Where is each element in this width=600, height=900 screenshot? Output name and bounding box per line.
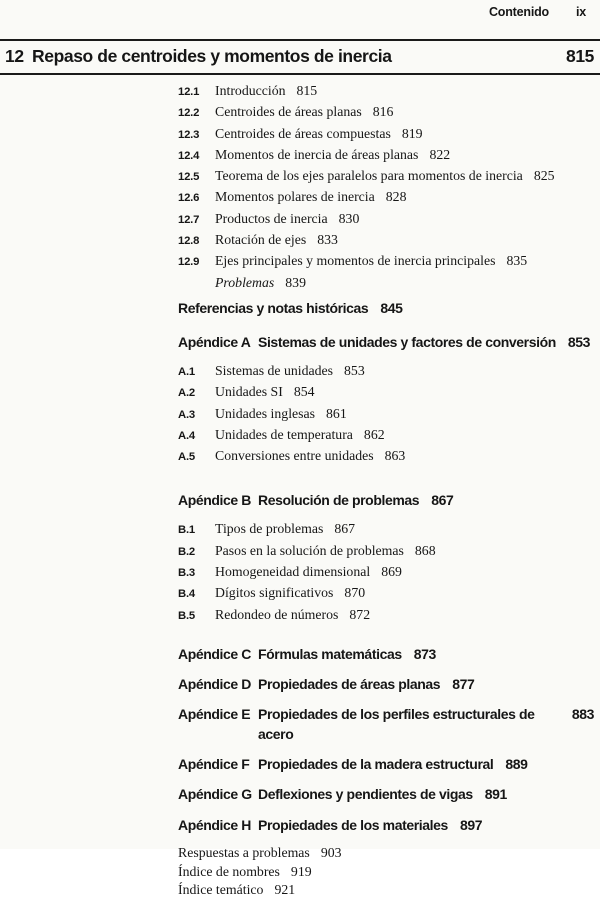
toc-entry xyxy=(178,382,594,403)
appendix-g-title: Deflexiones y pendientes de vigas xyxy=(258,785,473,802)
toc-entry xyxy=(178,562,594,583)
section-title: Centroides de áreas compuestas xyxy=(215,125,391,141)
toc-entry xyxy=(178,81,594,102)
appendix-e-heading xyxy=(178,704,594,744)
section-page-number: 833 xyxy=(317,232,338,248)
toc-entry xyxy=(178,187,594,208)
section-title: Unidades de temperatura xyxy=(215,426,353,442)
toc-entry xyxy=(178,519,594,540)
toc-entry xyxy=(178,425,594,446)
section-page-number: 828 xyxy=(385,189,407,205)
section-title: Momentos polares de inercia xyxy=(215,189,375,205)
section-title: Sistemas de unidades xyxy=(215,362,334,378)
section-page-number: 867 xyxy=(334,521,356,537)
section-number: 12.7 xyxy=(178,213,200,226)
section-number: A.3 xyxy=(178,408,195,421)
toc-content xyxy=(178,81,594,900)
toc-entry xyxy=(178,230,594,251)
problems-page-number: 839 xyxy=(285,274,306,290)
appendix-d-title: Propiedades de áreas planas xyxy=(258,675,441,692)
back-matter-entry xyxy=(178,881,594,900)
section-number: A.2 xyxy=(178,387,195,400)
section-number: 12.6 xyxy=(178,192,200,205)
section-title: Momentos de inercia de áreas planas xyxy=(215,146,419,162)
toc-entry xyxy=(178,251,594,272)
appendix-c-title: Fórmulas matemáticas xyxy=(258,645,402,662)
toc-entry-problems xyxy=(178,273,594,292)
section-title: Pasos en la solución de problemas xyxy=(215,542,404,558)
section-number: B.1 xyxy=(178,524,195,537)
appendix-g-heading xyxy=(178,784,594,804)
appendix-f-heading xyxy=(178,754,594,774)
section-page-number: 819 xyxy=(401,125,423,141)
section-number: 12.2 xyxy=(178,107,200,120)
section-number: B.5 xyxy=(178,609,195,622)
section-title: Productos de inercia xyxy=(215,210,328,226)
back-matter-page-number: 919 xyxy=(290,863,312,879)
section-title: Unidades SI xyxy=(215,384,283,400)
chapter-page-number: 815 xyxy=(566,46,594,66)
section-page-number: 830 xyxy=(338,210,360,226)
section-number: 12.8 xyxy=(178,235,200,248)
toc-entry xyxy=(178,209,594,230)
section-page-number: 825 xyxy=(533,168,555,184)
appendix-e-page-number: 883 xyxy=(571,705,594,722)
section-title: Unidades inglesas xyxy=(215,405,316,421)
chapter-heading xyxy=(0,39,600,75)
appendix-d-label: Apéndice D xyxy=(178,675,252,692)
section-page-number: 868 xyxy=(414,542,436,558)
back-matter-title: Respuestas a problemas xyxy=(178,844,310,860)
appendix-a-heading xyxy=(178,332,594,352)
appendix-b-title: Resolución de problemas xyxy=(258,492,420,509)
appendix-a-section-list xyxy=(178,361,594,467)
back-matter-page-number: 921 xyxy=(274,882,296,898)
appendix-b-section-list xyxy=(178,519,594,625)
appendix-b-page-number: 867 xyxy=(431,492,454,509)
section-page-number: 863 xyxy=(384,448,406,464)
running-header-title: Contenido xyxy=(488,5,549,19)
appendix-c-page-number: 873 xyxy=(413,645,436,662)
chapter-title: Repaso de centroides y momentos de inercia xyxy=(32,46,392,66)
section-number: B.4 xyxy=(178,588,195,601)
running-header xyxy=(489,5,586,19)
section-number: B.2 xyxy=(178,545,195,558)
chapter-section-list xyxy=(178,81,594,292)
appendix-e-title: Propiedades de los perfiles estructurales de acero xyxy=(258,705,535,742)
section-page-number: 869 xyxy=(381,564,402,580)
appendix-c-heading xyxy=(178,644,594,664)
chapter-number: 12 xyxy=(5,46,24,66)
appendix-d-heading xyxy=(178,674,594,694)
toc-entry xyxy=(178,166,594,187)
section-number: A.4 xyxy=(178,429,195,442)
appendix-b-heading xyxy=(178,490,594,510)
problems-label: Problemas xyxy=(215,274,275,290)
references-heading xyxy=(178,298,594,318)
appendix-f-title: Propiedades de la madera estructural xyxy=(258,755,494,772)
references-title: Referencias y notas históricas xyxy=(178,299,369,316)
section-number: A.5 xyxy=(178,451,195,464)
section-page-number: 861 xyxy=(326,405,347,421)
appendix-d-page-number: 877 xyxy=(452,675,475,692)
appendix-b-label: Apéndice B xyxy=(178,492,252,509)
toc-entry xyxy=(178,145,594,166)
back-matter-entry xyxy=(178,844,594,863)
section-page-number: 835 xyxy=(506,253,528,269)
back-matter-entry xyxy=(178,863,594,882)
section-number: 12.4 xyxy=(178,149,200,162)
section-title: Rotación de ejes xyxy=(215,232,307,248)
toc-entry xyxy=(178,446,594,467)
back-matter-title: Índice temático xyxy=(178,882,264,898)
section-page-number: 862 xyxy=(363,426,385,442)
appendix-f-label: Apéndice F xyxy=(178,755,250,772)
section-title: Dígitos significativos xyxy=(215,585,334,601)
section-page-number: 872 xyxy=(349,606,371,622)
section-page-number: 815 xyxy=(296,83,318,98)
toc-entry xyxy=(178,605,594,626)
appendix-h-title: Propiedades de los materiales xyxy=(258,816,448,833)
section-number: 12.9 xyxy=(178,256,200,269)
back-matter-page-number: 903 xyxy=(320,844,342,860)
section-number: 12.1 xyxy=(178,86,200,98)
toc-entry xyxy=(178,102,594,123)
section-page-number: 870 xyxy=(344,585,366,601)
appendix-g-page-number: 891 xyxy=(484,785,507,802)
appendix-h-heading xyxy=(178,815,594,835)
appendix-c-label: Apéndice C xyxy=(178,645,252,662)
appendix-h-label: Apéndice H xyxy=(178,816,252,833)
toc-entry xyxy=(178,404,594,425)
appendix-e-label: Apéndice E xyxy=(178,705,251,722)
appendix-g-label: Apéndice G xyxy=(178,785,252,802)
section-title: Ejes principales y momentos de inercia principales xyxy=(215,253,496,269)
section-title: Homogeneidad dimensional xyxy=(215,564,371,580)
section-title: Conversiones entre unidades xyxy=(215,448,374,464)
toc-entry xyxy=(178,541,594,562)
toc-entry xyxy=(178,583,594,604)
section-number: 12.5 xyxy=(178,171,200,184)
appendix-a-label: Apéndice A xyxy=(178,333,251,350)
section-number: 12.3 xyxy=(178,128,200,141)
section-title: Teorema de los ejes paralelos para momentos de inercia xyxy=(215,168,523,184)
appendix-a-title: Sistemas de unidades y factores de conversión xyxy=(258,333,556,350)
section-page-number: 853 xyxy=(344,362,365,378)
back-matter-title: Índice de nombres xyxy=(178,863,280,879)
appendix-h-page-number: 897 xyxy=(459,816,483,833)
appendix-f-page-number: 889 xyxy=(505,755,528,772)
section-number: A.1 xyxy=(178,365,195,378)
section-number: B.3 xyxy=(178,567,195,580)
toc-entry xyxy=(178,361,594,382)
section-page-number: 822 xyxy=(429,146,451,162)
toc-entry xyxy=(178,124,594,145)
appendix-a-page-number: 853 xyxy=(567,333,591,350)
section-title: Introducción xyxy=(215,83,286,98)
running-header-page-number: ix xyxy=(575,5,586,19)
section-title: Redondeo de números xyxy=(215,606,339,622)
section-title: Tipos de problemas xyxy=(215,521,324,537)
section-title: Centroides de áreas planas xyxy=(215,104,362,120)
references-page-number: 845 xyxy=(380,299,403,316)
section-page-number: 816 xyxy=(372,104,394,120)
section-page-number: 854 xyxy=(293,384,315,400)
back-matter-list xyxy=(178,844,594,900)
